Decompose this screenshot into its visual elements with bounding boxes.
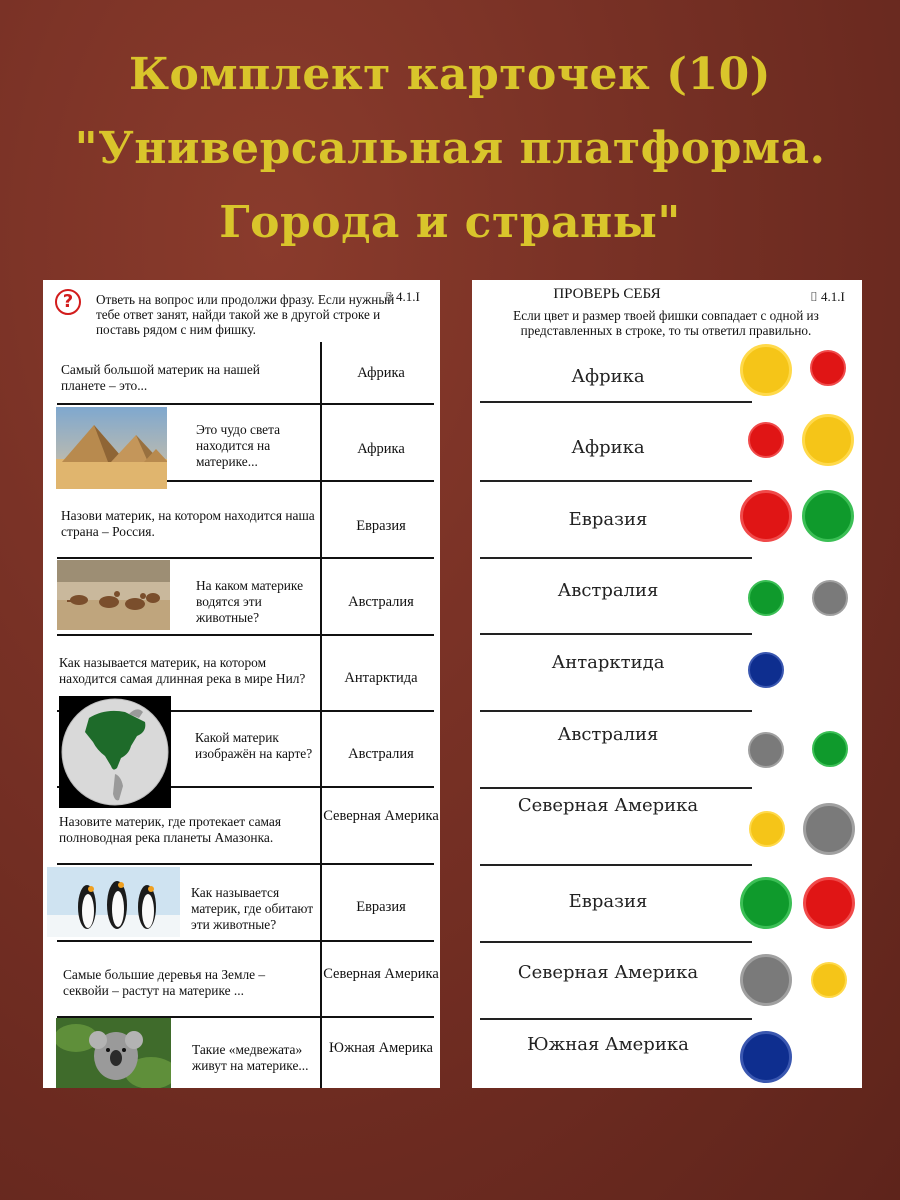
check-answer: Антарктида bbox=[551, 652, 665, 673]
green-chip-large bbox=[802, 490, 854, 542]
gray-chip-large bbox=[803, 803, 855, 855]
row-divider bbox=[57, 863, 434, 865]
page-title bbox=[0, 38, 900, 260]
answer-text: Австралия bbox=[348, 746, 414, 762]
question-text: Как называется материк, на котором находится самая длинная река в мире Нил? bbox=[59, 655, 306, 686]
question-text: Самые большие деревья на Земле – секвойи – растут на материке ... bbox=[63, 967, 266, 998]
row-divider bbox=[480, 401, 752, 403]
answer-text: Австралия bbox=[348, 594, 414, 610]
question-mark-icon: ? bbox=[55, 289, 81, 315]
row-divider bbox=[57, 557, 434, 559]
check-answer: Австралия bbox=[557, 724, 659, 745]
answer-text: Южная Америка bbox=[329, 1040, 433, 1056]
red-chip-large bbox=[803, 877, 855, 929]
row-divider bbox=[480, 710, 752, 712]
green-chip-large bbox=[740, 877, 792, 929]
koala-image bbox=[56, 1018, 171, 1088]
row-divider bbox=[480, 557, 752, 559]
yellow-chip-large bbox=[740, 344, 792, 396]
row-divider bbox=[480, 1018, 752, 1020]
question-card bbox=[43, 280, 440, 1088]
answer-text: Северная Америка bbox=[323, 808, 439, 824]
green-chip-small bbox=[748, 580, 784, 616]
question-text: Назовите материк, где протекает самая полноводная река планеты Амазонка. bbox=[59, 814, 282, 845]
pyramids-image bbox=[56, 407, 167, 489]
instruction-text: Ответь на вопрос или продолжи фразу. Если нужный тебе ответ занят, найди такой же в другой строке и поставь рядом с ним фишку. bbox=[96, 292, 395, 337]
card-code: ⌷ 4.1.I bbox=[385, 289, 420, 304]
blue-chip-small bbox=[748, 652, 784, 688]
title-line-2: "Универсальная платформа. bbox=[74, 123, 826, 174]
answer-text: Антарктида bbox=[344, 670, 418, 686]
row-divider bbox=[57, 634, 434, 636]
blue-chip-large bbox=[740, 1031, 792, 1083]
check-answer: Северная Америка bbox=[517, 962, 699, 983]
check-answer: Австралия bbox=[557, 580, 659, 601]
red-chip-small bbox=[748, 422, 784, 458]
question-text: Такие «медвежата» живут на материке... bbox=[192, 1042, 309, 1073]
gray-chip-large bbox=[740, 954, 792, 1006]
check-answer: Евразия bbox=[568, 891, 648, 912]
title-line-1: Комплект карточек (10) bbox=[129, 49, 771, 100]
answer-text: Африка bbox=[357, 365, 405, 381]
answer-text: Африка bbox=[357, 441, 405, 457]
row-divider bbox=[480, 941, 752, 943]
check-answer: Южная Америка bbox=[527, 1034, 689, 1055]
kangaroos-image bbox=[57, 560, 170, 630]
title-line-3: Города и страны" bbox=[219, 197, 681, 248]
check-answer: Северная Америка bbox=[517, 795, 699, 816]
green-chip-small bbox=[812, 731, 848, 767]
globe-image bbox=[59, 696, 171, 808]
question-text: Это чудо света находится на материке... bbox=[196, 422, 281, 469]
answer-text: Евразия bbox=[356, 899, 406, 915]
check-answer: Евразия bbox=[568, 509, 648, 530]
row-divider bbox=[480, 864, 752, 866]
yellow-chip-small bbox=[749, 811, 785, 847]
question-text: Как называется материк, где обитают эти животные? bbox=[191, 885, 314, 932]
row-divider bbox=[57, 940, 434, 942]
row-divider bbox=[57, 403, 434, 405]
check-answer: Африка bbox=[571, 437, 645, 458]
question-text: На каком материке водятся эти животные? bbox=[196, 578, 304, 625]
red-chip-small bbox=[810, 350, 846, 386]
answer-text: Северная Америка bbox=[323, 966, 439, 982]
check-instruction: Если цвет и размер твоей фишки совпадает с одной из представленных в строке, то ты ответил правильно. bbox=[513, 308, 819, 338]
check-title: ПРОВЕРЬ СЕБЯ bbox=[553, 286, 661, 302]
question-text: Какой материк изображён на карте? bbox=[195, 730, 313, 761]
question-text: Назови материк, на котором находится наша страна – Россия. bbox=[61, 508, 315, 539]
row-divider bbox=[480, 787, 752, 789]
answer-text: Евразия bbox=[356, 518, 406, 534]
check-card bbox=[472, 280, 862, 1088]
penguins-image bbox=[47, 867, 180, 937]
gray-chip-small bbox=[748, 732, 784, 768]
yellow-chip-large bbox=[802, 414, 854, 466]
row-divider bbox=[480, 633, 752, 635]
gray-chip-small bbox=[812, 580, 848, 616]
yellow-chip-small bbox=[811, 962, 847, 998]
check-answer: Африка bbox=[571, 366, 645, 387]
red-chip-large bbox=[740, 490, 792, 542]
card-code: ⌷ 4.1.I bbox=[810, 289, 845, 304]
row-divider bbox=[480, 480, 752, 482]
question-text: Самый большой материк на нашей планете – это... bbox=[61, 362, 260, 393]
